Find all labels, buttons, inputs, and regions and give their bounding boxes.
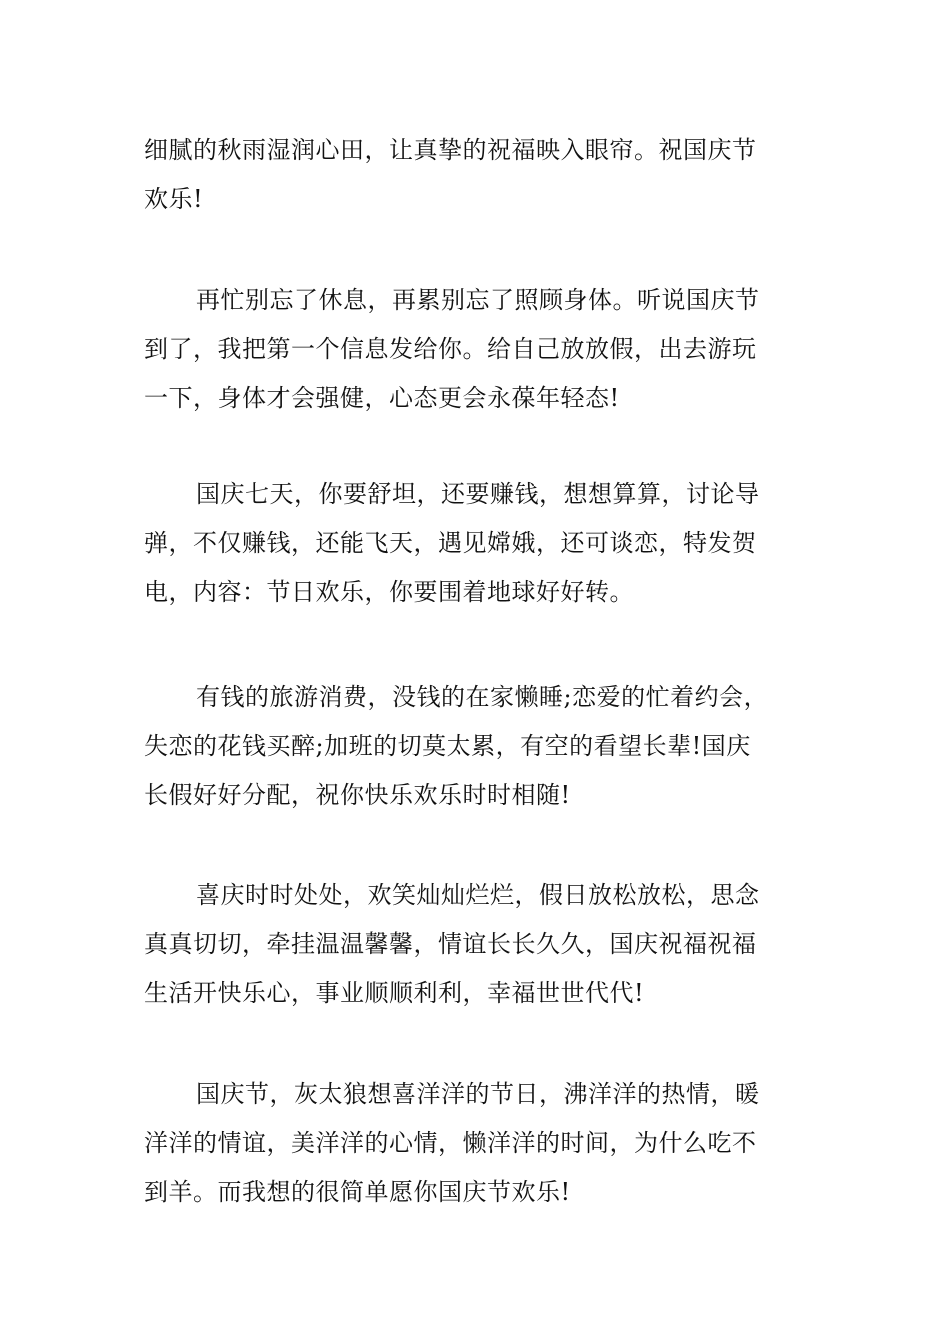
text-line: 真真切切，牵挂温温馨馨，情谊长长久久，国庆祝福祝福 — [144, 930, 757, 958]
text-line: 一下，身体才会强健，心态更会永葆年轻态! — [144, 384, 620, 412]
text-line: 细腻的秋雨湿润心田，让真挚的祝福映入眼帘。祝国庆节 — [144, 136, 757, 164]
paragraph — [144, 673, 806, 820]
paragraph — [144, 126, 806, 224]
text-line: 到了，我把第一个信息发给你。给自己放放假，出去游玩 — [144, 335, 757, 363]
paragraph — [144, 871, 806, 1018]
text-line: 生活开快乐心，事业顺顺利利，幸福世世代代! — [144, 979, 645, 1007]
text-line: 国庆节，灰太狼想喜洋洋的节日，沸洋洋的热情，暖 — [196, 1080, 760, 1108]
text-line: 电，内容：节日欢乐，你要围着地球好好转。 — [144, 578, 634, 606]
text-line: 国庆七天，你要舒坦，还要赚钱，想想算算，讨论导 — [196, 480, 760, 508]
text-line: 洋洋的情谊，美洋洋的心情，懒洋洋的时间，为什么吃不 — [144, 1129, 757, 1157]
text-line: 失恋的花钱买醉;加班的切莫太累，有空的看望长辈!国庆 — [144, 732, 751, 760]
text-line: 弹，不仅赚钱，还能飞天，遇见嫦娥，还可谈恋，特发贺 — [144, 529, 757, 557]
text-line: 长假好好分配，祝你快乐欢乐时时相随! — [144, 781, 571, 809]
text-line: 欢乐! — [144, 185, 204, 213]
text-line: 喜庆时时处处，欢笑灿灿烂烂，假日放松放松，思念 — [196, 881, 760, 909]
text-line: 到羊。而我想的很简单愿你国庆节欢乐! — [144, 1178, 571, 1206]
paragraph — [144, 470, 806, 617]
paragraph — [144, 276, 806, 423]
text-line: 有钱的旅游消费，没钱的在家懒睡;恋爱的忙着约会， — [196, 683, 769, 711]
text-line: 再忙别忘了休息，再累别忘了照顾身体。听说国庆节 — [196, 286, 760, 314]
paragraph — [144, 1070, 806, 1217]
